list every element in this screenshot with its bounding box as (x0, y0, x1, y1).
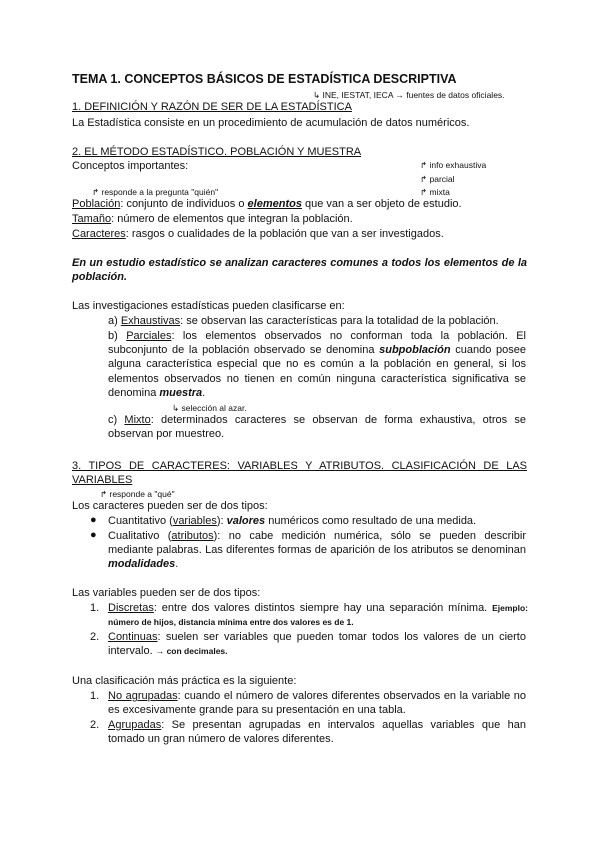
item-c (108, 413, 526, 441)
cuantitativo-text-a: Cuantitativo ( (108, 515, 173, 527)
item-continuas (108, 630, 526, 658)
caracteres-text: : rasgos o cualidades de la población que van a ser investigados. (125, 228, 444, 240)
tamano-definition (72, 212, 353, 226)
parciales-term: Parciales (126, 330, 172, 342)
agrupadas-term: Agrupadas (108, 719, 162, 731)
tamano-text: : número de elementos que integran la población. (111, 213, 353, 225)
note-mixta: ↱ mixta (420, 187, 450, 197)
caracteres-term: Caracteres (72, 228, 126, 240)
discretas-note: Ejemplo: número de hijos, distancia mínima entre dos valores es de 1. (108, 603, 528, 628)
exhaustivas-term: Exhaustivas (120, 315, 181, 327)
cuantitativo-text-c: numéricos como resultado de una medida. (265, 515, 477, 527)
discretas-text: : entre dos valores distintos siempre hay una separación mínima. (153, 602, 488, 614)
discretas-term: Discretas (108, 602, 154, 614)
section-1-heading: 1. DEFINICIÓN Y RAZÓN DE SER DE LA ESTADÍSTICA (72, 101, 352, 113)
note-info-exhaustiva: ↱ info exhaustiva (420, 160, 487, 170)
valores-term: valores (226, 515, 266, 527)
continuas-note: → con decimales. (155, 646, 228, 657)
poblacion-text-b: que van a ser objeto de estudio. (301, 198, 462, 210)
item-a (108, 314, 499, 328)
item-b (108, 329, 526, 400)
list-number: 1. (90, 602, 100, 614)
note-quien: ↱ responde a la pregunta "quién" (92, 187, 219, 197)
note-parcial: ↱ parcial (420, 174, 455, 184)
mixto-term: Mixto (124, 414, 151, 426)
list-number: 2. (90, 631, 100, 643)
modalidades-term: modalidades (108, 558, 176, 571)
title-note: ↳ INE, IESTAT, IECA → fuentes de datos oficiales. (313, 90, 505, 100)
bullet-cuantitativo (108, 514, 476, 528)
cuantitativo-text-b: ): (216, 515, 227, 527)
list-number: 2. (90, 719, 100, 731)
item-b-text-1: : los elementos observados no conforman toda la población. El subconjunto de la población observado se denomina (108, 330, 526, 357)
item-discretas (108, 601, 528, 629)
clasificacion-intro: Una clasificación más práctica es la siguiente: (72, 675, 297, 687)
list-number: 1. (90, 690, 100, 702)
item-c-prefix: c) (108, 414, 125, 426)
continuas-text: : suelen ser variables que pueden tomar todos los valores de un cierto intervalo. (108, 631, 526, 658)
no-agrupadas-text: : cuando el número de valores diferentes observados en la variable no es excesivamente grande para su presentación en una tabla. (108, 690, 526, 717)
poblacion-text-a: : conjunto de individuos o (120, 198, 248, 210)
page-title: TEMA 1. CONCEPTOS BÁSICOS DE ESTADÍSTICA DESCRIPTIVA (72, 72, 457, 86)
cualitativo-text-a: Cualitativo ( (108, 530, 172, 542)
cualitativo-end: . (175, 558, 179, 571)
tamano-term: Tamaño (72, 213, 112, 225)
section-2-heading: 2. EL MÉTODO ESTADÍSTICO. POBLACIÓN Y MUESTRA (72, 146, 362, 158)
concepts-label: Conceptos importantes: (72, 160, 189, 172)
no-agrupadas-term: No agrupadas (108, 690, 178, 702)
bullet-dot: ● (90, 529, 97, 541)
variables-term: variables (172, 515, 217, 527)
poblacion-term: Población (72, 198, 121, 210)
caracteres-definition (72, 227, 444, 241)
note-que: ↱ responde a "qué" (100, 489, 175, 499)
investigaciones-intro: Las investigaciones estadísticas pueden clasificarse en: (72, 300, 345, 312)
section-1-text: La Estadística consiste en un procedimiento de acumulación de datos numéricos. (72, 117, 470, 129)
atributos-term: atributos (171, 530, 214, 542)
cualitativo-text-b: ): no cabe medición numérica, sólo se pueden describir mediante palabras. Las diferentes formas de aparición de los atributos se denominan (108, 530, 526, 557)
continuas-term: Continuas (108, 631, 158, 643)
item-b-end: . (202, 386, 206, 399)
section-3-heading: 3. TIPOS DE CARACTERES: VARIABLES Y ATRIBUTOS. CLASIFICACIÓN DE LAS VARIABLES (72, 460, 527, 487)
bold-statement: En un estudio estadístico se analizan caracteres comunes a todos los elementos de la población. (72, 257, 527, 284)
subpoblacion-term: subpoblación (379, 344, 451, 357)
item-b-prefix: b) (108, 330, 127, 342)
poblacion-definition (72, 197, 462, 211)
item-agrupadas (108, 718, 526, 746)
caracteres-intro: Los caracteres pueden ser de dos tipos: (72, 500, 268, 512)
item-no-agrupadas (108, 689, 526, 717)
variables-intro: Las variables pueden ser de dos tipos: (72, 587, 261, 599)
bullet-cualitativo (108, 529, 526, 572)
bullet-dot: ● (90, 514, 97, 526)
note-seleccion-azar: ↳ selección al azar. (172, 403, 247, 413)
muestra-term: muestra (159, 386, 203, 399)
item-a-text: : se observan las características para la totalidad de la población. (180, 315, 499, 327)
elementos-term: elementos (247, 198, 302, 210)
item-a-prefix: a) (108, 315, 121, 327)
agrupadas-text: : Se presentan agrupadas en intervalos aquellas variables que han tomado un gran número de valores diferentes. (108, 719, 526, 746)
item-b-text-2: cuando posee alguna característica especial que no es común a la población en general, si los elementos observados no tienen en común ninguna característica significativa se denomina (108, 344, 526, 399)
item-c-text: : determinados caracteres se observan de forma exhaustiva, otros se observan por muestreo. (108, 414, 526, 441)
